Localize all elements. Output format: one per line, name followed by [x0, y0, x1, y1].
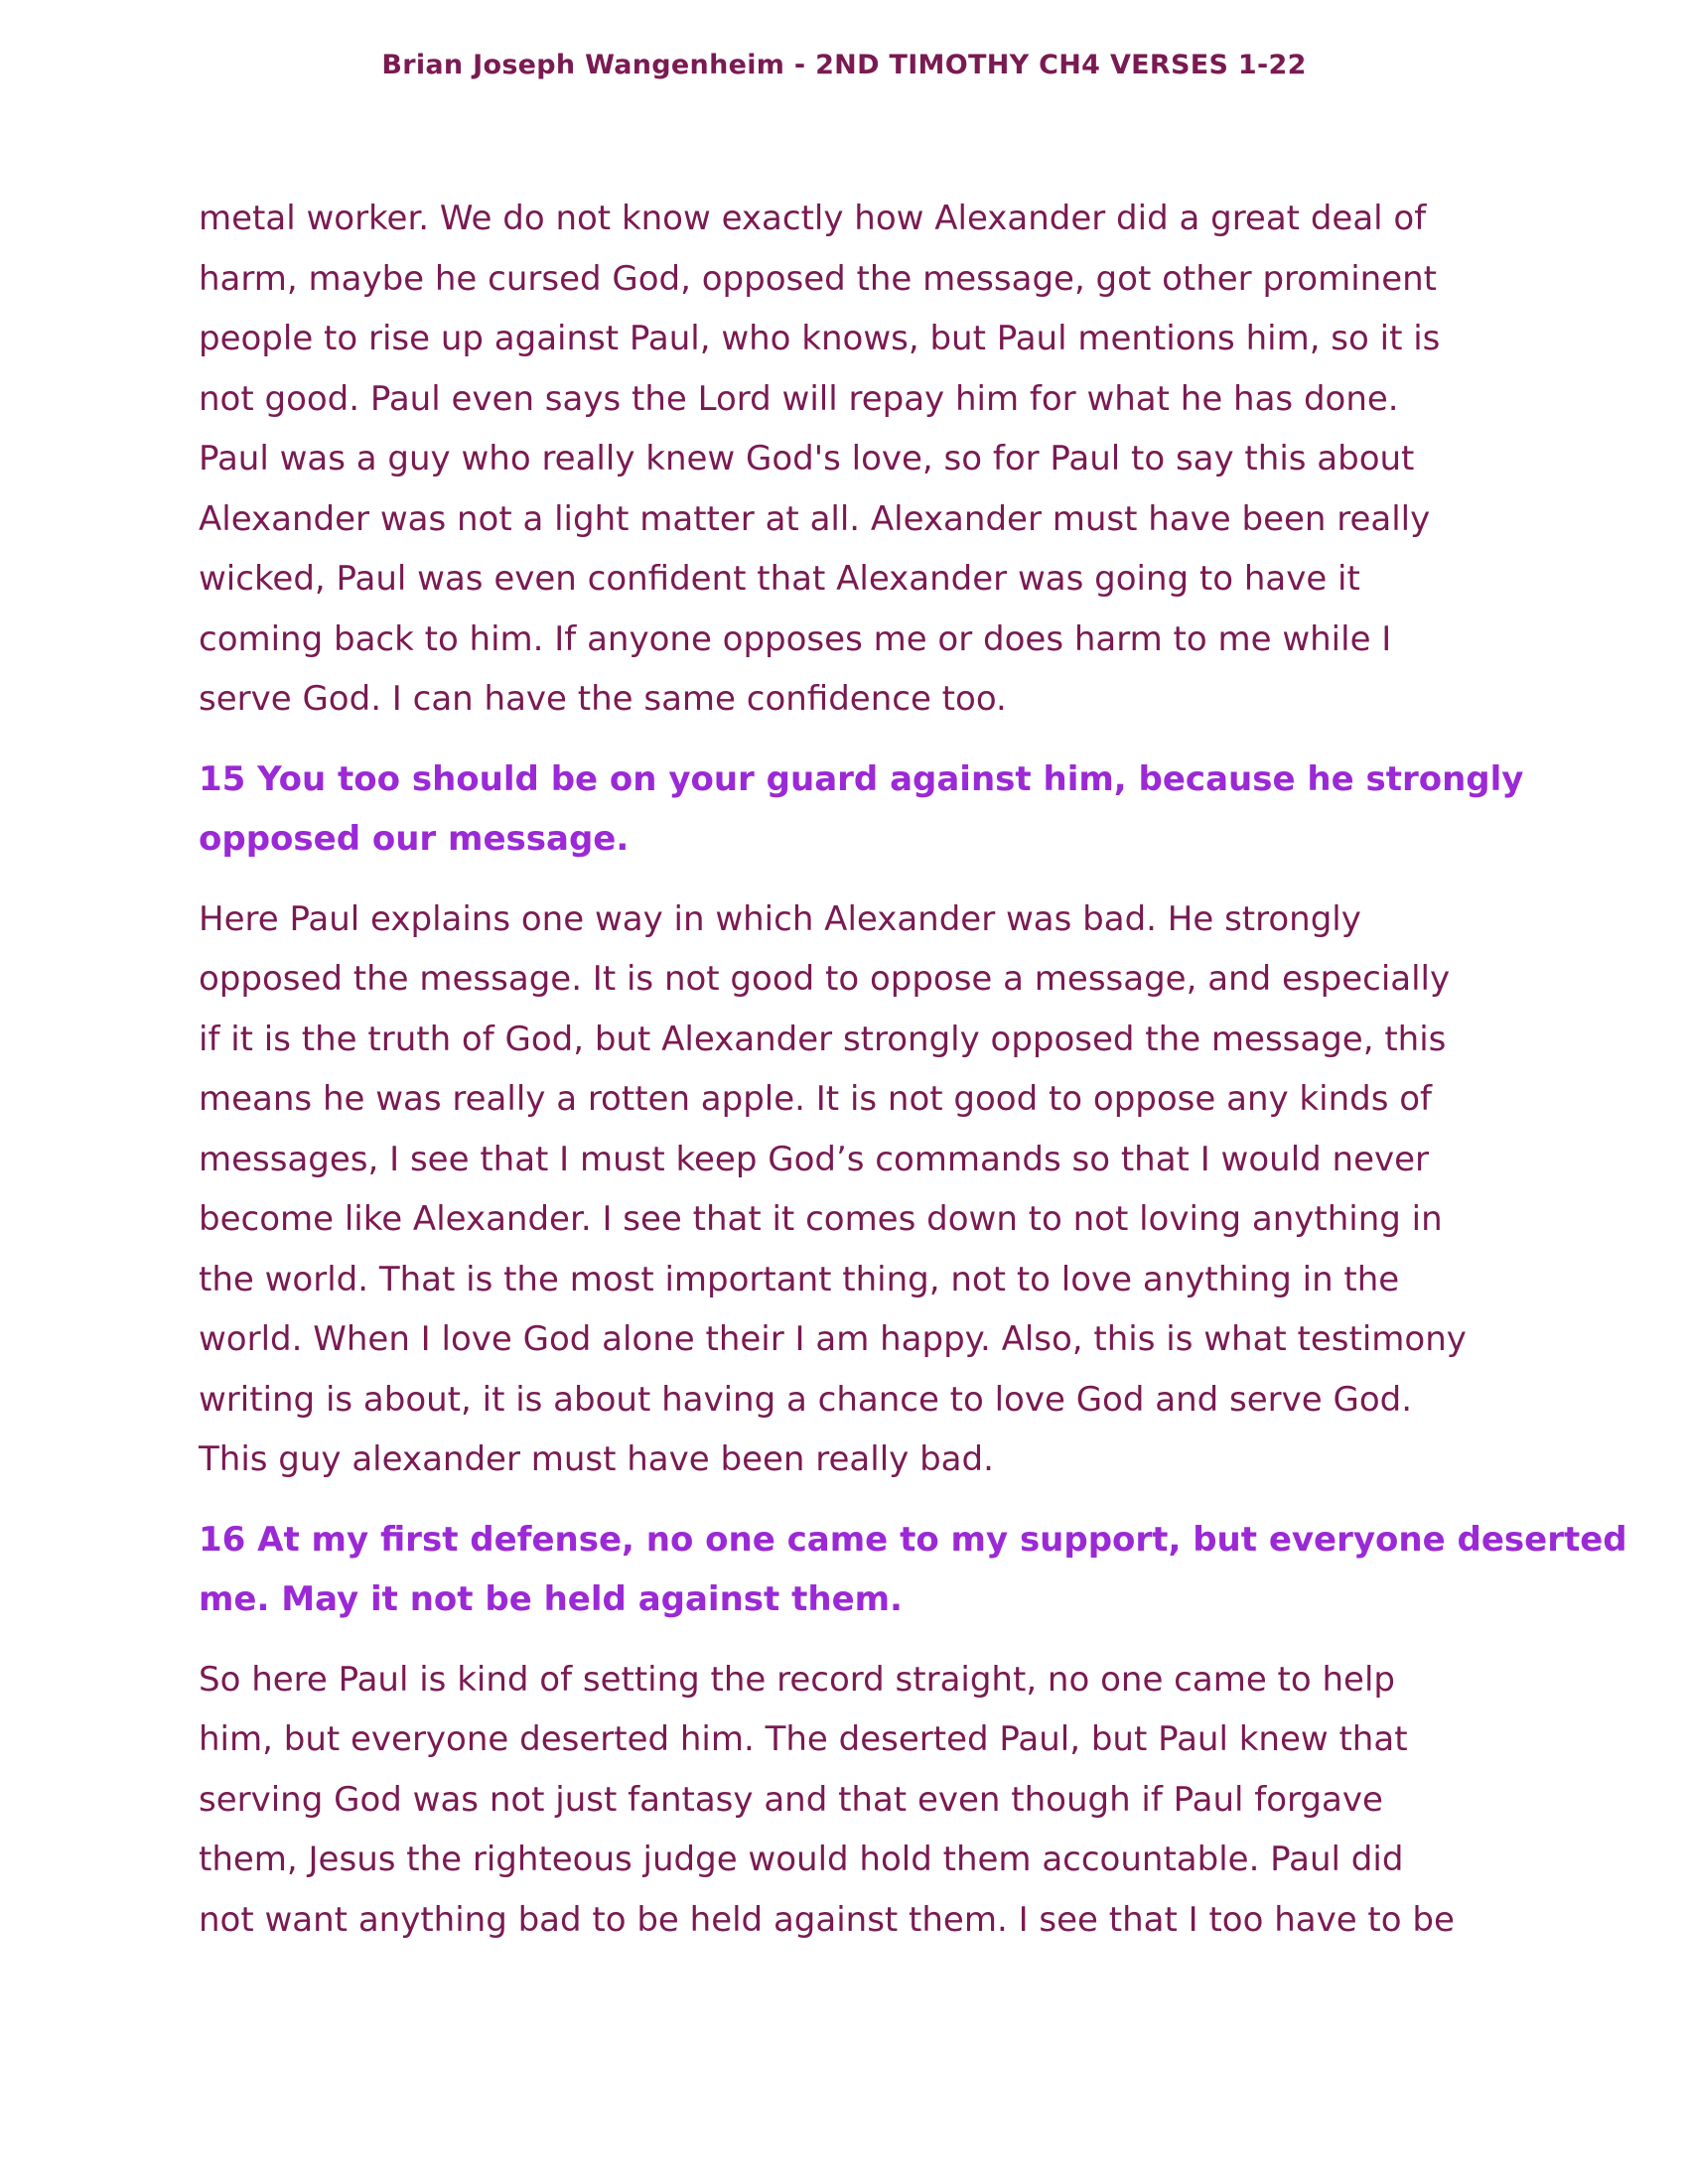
text-line: Here Paul explains one way in which Alexander was bad. He strongly — [199, 898, 1361, 939]
text-line: not want anything bad to be held against them. I see that I too have to be — [199, 1899, 1455, 1940]
text-line: means he was really a rotten apple. It is not good to oppose any kinds of — [199, 1079, 1432, 1119]
commentary-paragraph — [199, 189, 1484, 730]
text-line: the world. That is the most important thing, not to love anything in the — [199, 1259, 1400, 1299]
text-line: if it is the truth of God, but Alexander strongly opposed the message, this — [199, 1019, 1447, 1059]
text-line: metal worker. We do not know exactly how Alexander did a great deal of — [199, 199, 1427, 238]
text-line: opposed the message. It is not good to oppose a message, and especially — [199, 959, 1451, 999]
text-line: Paul was a guy who really knew God's love, so for Paul to say this about — [199, 439, 1415, 478]
text-line: him, but everyone deserted him. The deserted Paul, but Paul knew that — [199, 1719, 1408, 1759]
commentary-paragraph — [199, 889, 1484, 1490]
commentary-paragraph — [199, 1650, 1484, 1951]
text-line: messages, I see that I must keep God’s commands so that I would never — [199, 1139, 1430, 1179]
text-line: people to rise up against Paul, who knows, but Paul mentions him, so it is — [199, 319, 1441, 358]
text-line: opposed our message. — [199, 819, 630, 859]
text-line: This guy alexander must have been really bad. — [199, 1439, 994, 1479]
text-line: harm, maybe he cursed God, opposed the message, got other prominent — [199, 258, 1437, 299]
verse-paragraph — [199, 1510, 1627, 1630]
text-line: them, Jesus the righteous judge would hold them accountable. Paul did — [199, 1840, 1404, 1879]
text-line: Alexander was not a light matter at all. Alexander must have been really — [199, 498, 1431, 539]
text-line: coming back to him. If anyone opposes me or does harm to me while I — [199, 618, 1392, 659]
text-line: become like Alexander. I see that it comes down to not loving anything in — [199, 1199, 1443, 1239]
text-line: serving God was not just fantasy and that even though if Paul forgave — [199, 1779, 1383, 1820]
text-line: writing is about, it is about having a chance to love God and serve God. — [199, 1379, 1413, 1420]
text-line: serve God. I can have the same confidence too. — [199, 679, 1007, 719]
text-line: wicked, Paul was even confident that Alexander was going to have it — [199, 559, 1360, 599]
text-line: 15 You too should be on your guard against him, because he strongly — [199, 758, 1524, 799]
page-body — [199, 189, 1627, 1970]
text-line: me. May it not be held against them. — [199, 1579, 903, 1619]
text-line: 16 At my first defense, no one came to my support, but everyone deserted — [199, 1519, 1627, 1560]
verse-paragraph — [199, 750, 1524, 870]
running-header: Brian Joseph Wangenheim - 2ND TIMOTHY CH4 VERSES 1-22 — [381, 50, 1307, 80]
text-line: So here Paul is kind of setting the record straight, no one came to help — [199, 1659, 1395, 1700]
text-line: not good. Paul even says the Lord will repay him for what he has done. — [199, 378, 1399, 419]
text-line: world. When I love God alone their I am happy. Also, this is what testimony — [199, 1319, 1467, 1359]
